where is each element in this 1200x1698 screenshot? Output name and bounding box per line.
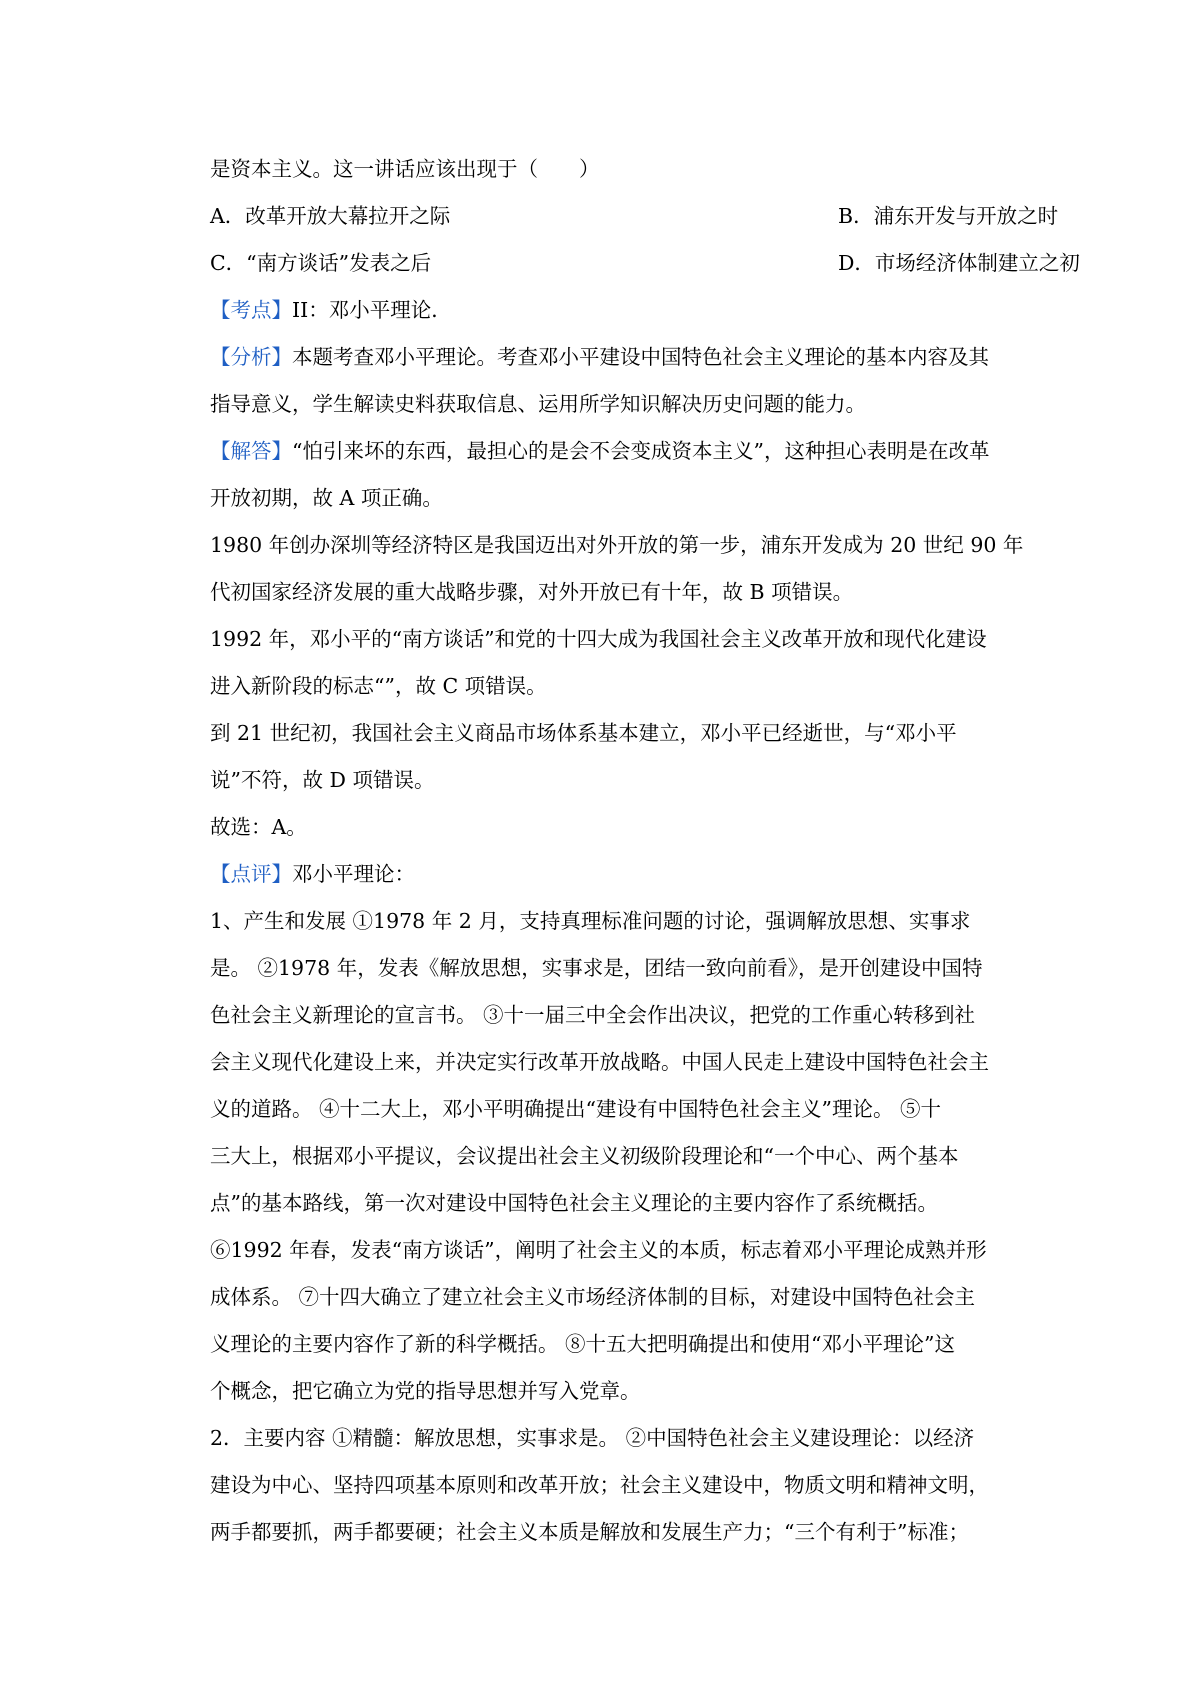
dianping-line: 义的道路。 ④十二大上，邓小平明确提出“建设有中国特色社会主义”理论。 ⑤十 xyxy=(210,1097,941,1121)
kaodian-text: II：邓小平理论． xyxy=(292,298,452,322)
option-a: A．改革开放大幕拉开之际 xyxy=(210,204,451,228)
dianping-line: 建设为中心、坚持四项基本原则和改革开放；社会主义建设中，物质文明和精神文明， xyxy=(210,1473,989,1497)
dianping-line: 三大上，根据邓小平提议，会议提出社会主义初级阶段理论和“一个中心、两个基本 xyxy=(210,1144,959,1168)
question-stem: 是资本主义。这一讲话应该出现于（ ） xyxy=(210,157,600,181)
dianping-line: ⑥1992 年春，发表“南方谈话”，阐明了社会主义的本质，标志着邓小平理论成熟并形 xyxy=(210,1238,987,1262)
dianping-line: 两手都要抓，两手都要硬；社会主义本质是解放和发展生产力；“三个有利于”标准； xyxy=(210,1520,969,1544)
jieda-line-8: 说”不符，故 D 项错误。 xyxy=(210,768,435,792)
jieda-line-4: 代初国家经济发展的重大战略步骤，对外开放已有十年，故 B 项错误。 xyxy=(210,580,854,604)
jieda-line-1 xyxy=(210,436,1030,466)
option-c: C．“南方谈话”发表之后 xyxy=(210,251,432,275)
fenxi-tag: 【分析】 xyxy=(210,345,292,369)
fenxi-line-1 xyxy=(210,342,1030,372)
jieda-line-3: 1980 年创办深圳等经济特区是我国迈出对外开放的第一步，浦东开发成为 20 世纪 90 年 xyxy=(210,533,1024,557)
dianping-line: 成体系。 ⑦十四大确立了建立社会主义市场经济体制的目标，对建设中国特色社会主 xyxy=(210,1285,976,1309)
jieda-line-7: 到 21 世纪初，我国社会主义商品市场体系基本建立，邓小平已经逝世，与“邓小平 xyxy=(210,721,957,745)
dianping-tag: 【点评】 xyxy=(210,862,292,886)
option-row-1 xyxy=(210,201,1059,231)
jieda-line-2: 开放初期，故 A 项正确。 xyxy=(210,486,443,510)
kaodian-tag: 【考点】 xyxy=(210,298,292,322)
option-d: D．市场经济体制建立之初 xyxy=(838,251,1080,275)
option-row-2 xyxy=(210,248,1080,278)
fenxi-text-1: 本题考查邓小平理论。考查邓小平建设中国特色社会主义理论的基本内容及其 xyxy=(292,345,989,369)
jieda-line-6: 进入新阶段的标志“”，故 C 项错误。 xyxy=(210,674,547,698)
dianping-title: 邓小平理论： xyxy=(292,862,415,886)
jieda-answer: 故选：A。 xyxy=(210,815,307,839)
jieda-line-5: 1992 年，邓小平的“南方谈话”和党的十四大成为我国社会主义改革开放和现代化建设 xyxy=(210,627,987,651)
dianping-line: 会主义现代化建设上来，并决定实行改革开放战略。中国人民走上建设中国特色社会主 xyxy=(210,1050,989,1074)
dianping-line: 1、产生和发展 ①1978 年 2 月，支持真理标准问题的讨论，强调解放思想、实事求 xyxy=(210,909,971,933)
dianping-line: 个概念，把它确立为党的指导思想并写入党章。 xyxy=(210,1379,641,1403)
dianping-line: 点”的基本路线，第一次对建设中国特色社会主义理论的主要内容作了系统概括。 xyxy=(210,1191,938,1215)
option-b: B．浦东开发与开放之时 xyxy=(838,204,1059,228)
dianping-heading xyxy=(210,859,1030,889)
dianping-line: 是。 ②1978 年，发表《解放思想，实事求是，团结一致向前看》，是开创建设中国特 xyxy=(210,956,983,980)
kaodian-line xyxy=(210,295,1030,325)
dianping-line: 义理论的主要内容作了新的科学概括。 ⑧十五大把明确提出和使用“邓小平理论”这 xyxy=(210,1332,955,1356)
dianping-line: 2．主要内容 ①精髓：解放思想，实事求是。 ②中国特色社会主义建设理论：以经济 xyxy=(210,1426,975,1450)
fenxi-line-2: 指导意义，学生解读史料获取信息、运用所学知识解决历史问题的能力。 xyxy=(210,392,866,416)
dianping-line: 色社会主义新理论的宣言书。 ③十一届三中全会作出决议，把党的工作重心转移到社 xyxy=(210,1003,976,1027)
jieda-tag: 【解答】 xyxy=(210,439,292,463)
jieda-text-1: “怕引来坏的东西，最担心的是会不会变成资本主义”，这种担心表明是在改革 xyxy=(292,439,990,463)
